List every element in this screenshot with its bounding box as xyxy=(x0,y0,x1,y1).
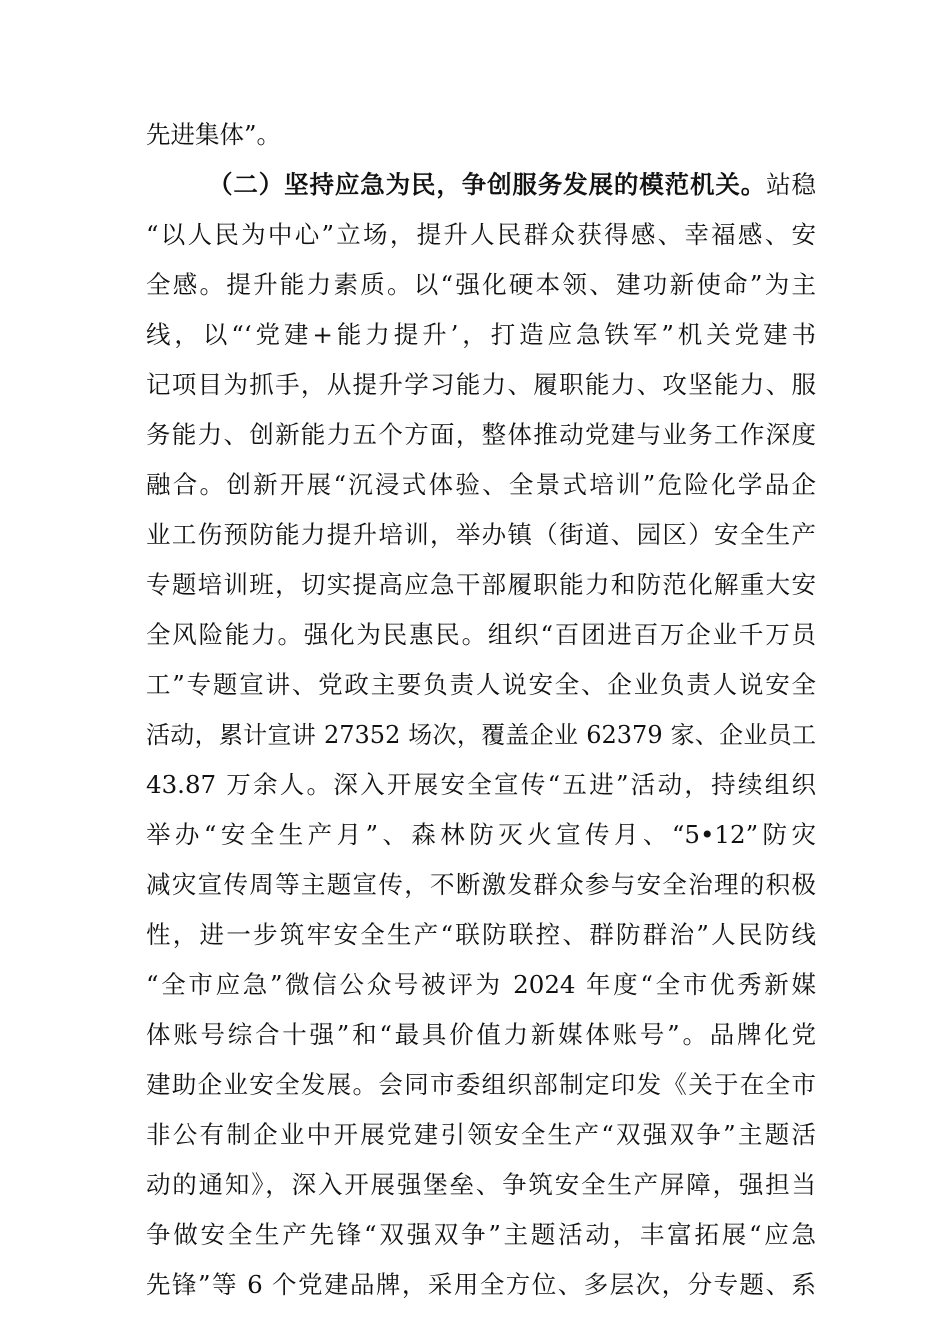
heading-line-continuation: 站稳 xyxy=(766,170,817,199)
text-line: 建助企业安全发展。会同市委组织部制定印发《关于在全市 xyxy=(146,1070,816,1099)
text-line: 融合。创新开展“沉浸式体验、全景式培训”危险化学品企 xyxy=(146,470,816,499)
section-heading-line xyxy=(208,168,816,202)
text-line: 专题培训班，切实提高应急干部履职能力和防范化解重大安 xyxy=(146,570,816,599)
text-line: 争做安全生产先锋“双强双争”主题活动，丰富拓展“应急 xyxy=(146,1220,816,1249)
text-line: 减灾宣传周等主题宣传，不断激发群众参与安全治理的积极 xyxy=(146,870,816,899)
text-line: 体账号综合十强”和“最具价值力新媒体账号”。品牌化党 xyxy=(146,1020,816,1049)
text-line: 务能力、创新能力五个方面，整体推动党建与业务工作深度 xyxy=(146,420,816,449)
text-line: “全市应急”微信公众号被评为 2024 年度“全市优秀新媒 xyxy=(146,970,816,999)
text-line: “以人民为中心”立场，提升人民群众获得感、幸福感、安 xyxy=(146,220,816,249)
section-heading: （二）坚持应急为民，争创服务发展的模范机关。 xyxy=(208,170,767,199)
text-line: 活动，累计宣讲 27352 场次，覆盖企业 62379 家、企业员工 xyxy=(146,721,816,749)
text-line: 业工伤预防能力提升培训，举办镇（街道、园区）安全生产 xyxy=(146,520,816,549)
text-line: 先进集体”。 xyxy=(146,120,282,149)
text-line: 先锋”等 6 个党建品牌，采用全方位、多层次，分专题、系 xyxy=(146,1270,816,1299)
text-line: 非公有制企业中开展党建引领安全生产“双强双争”主题活 xyxy=(146,1120,816,1149)
text-line: 工”专题宣讲、党政主要负责人说安全、企业负责人说安全 xyxy=(146,670,816,699)
text-line: 线，以“‘党建+能力提升’，打造应急铁军”机关党建书 xyxy=(146,320,816,349)
text-line: 全风险能力。强化为民惠民。组织“百团进百万企业千万员 xyxy=(146,620,816,649)
text-line: 43.87 万余人。深入开展安全宣传“五进”活动，持续组织 xyxy=(146,770,816,799)
text-line: 举办“安全生产月”、森林防灭火宣传月、“5•12”防灾 xyxy=(146,820,816,849)
text-line: 全感。提升能力素质。以“强化硬本领、建功新使命”为主 xyxy=(146,270,816,299)
text-line: 性，进一步筑牢安全生产“联防联控、群防群治”人民防线 xyxy=(146,920,816,949)
text-line: 记项目为抓手，从提升学习能力、履职能力、攻坚能力、服 xyxy=(146,370,816,399)
text-line: 动的通知》，深入开展强堡垒、争筑安全生产屏障，强担当 xyxy=(146,1170,816,1199)
